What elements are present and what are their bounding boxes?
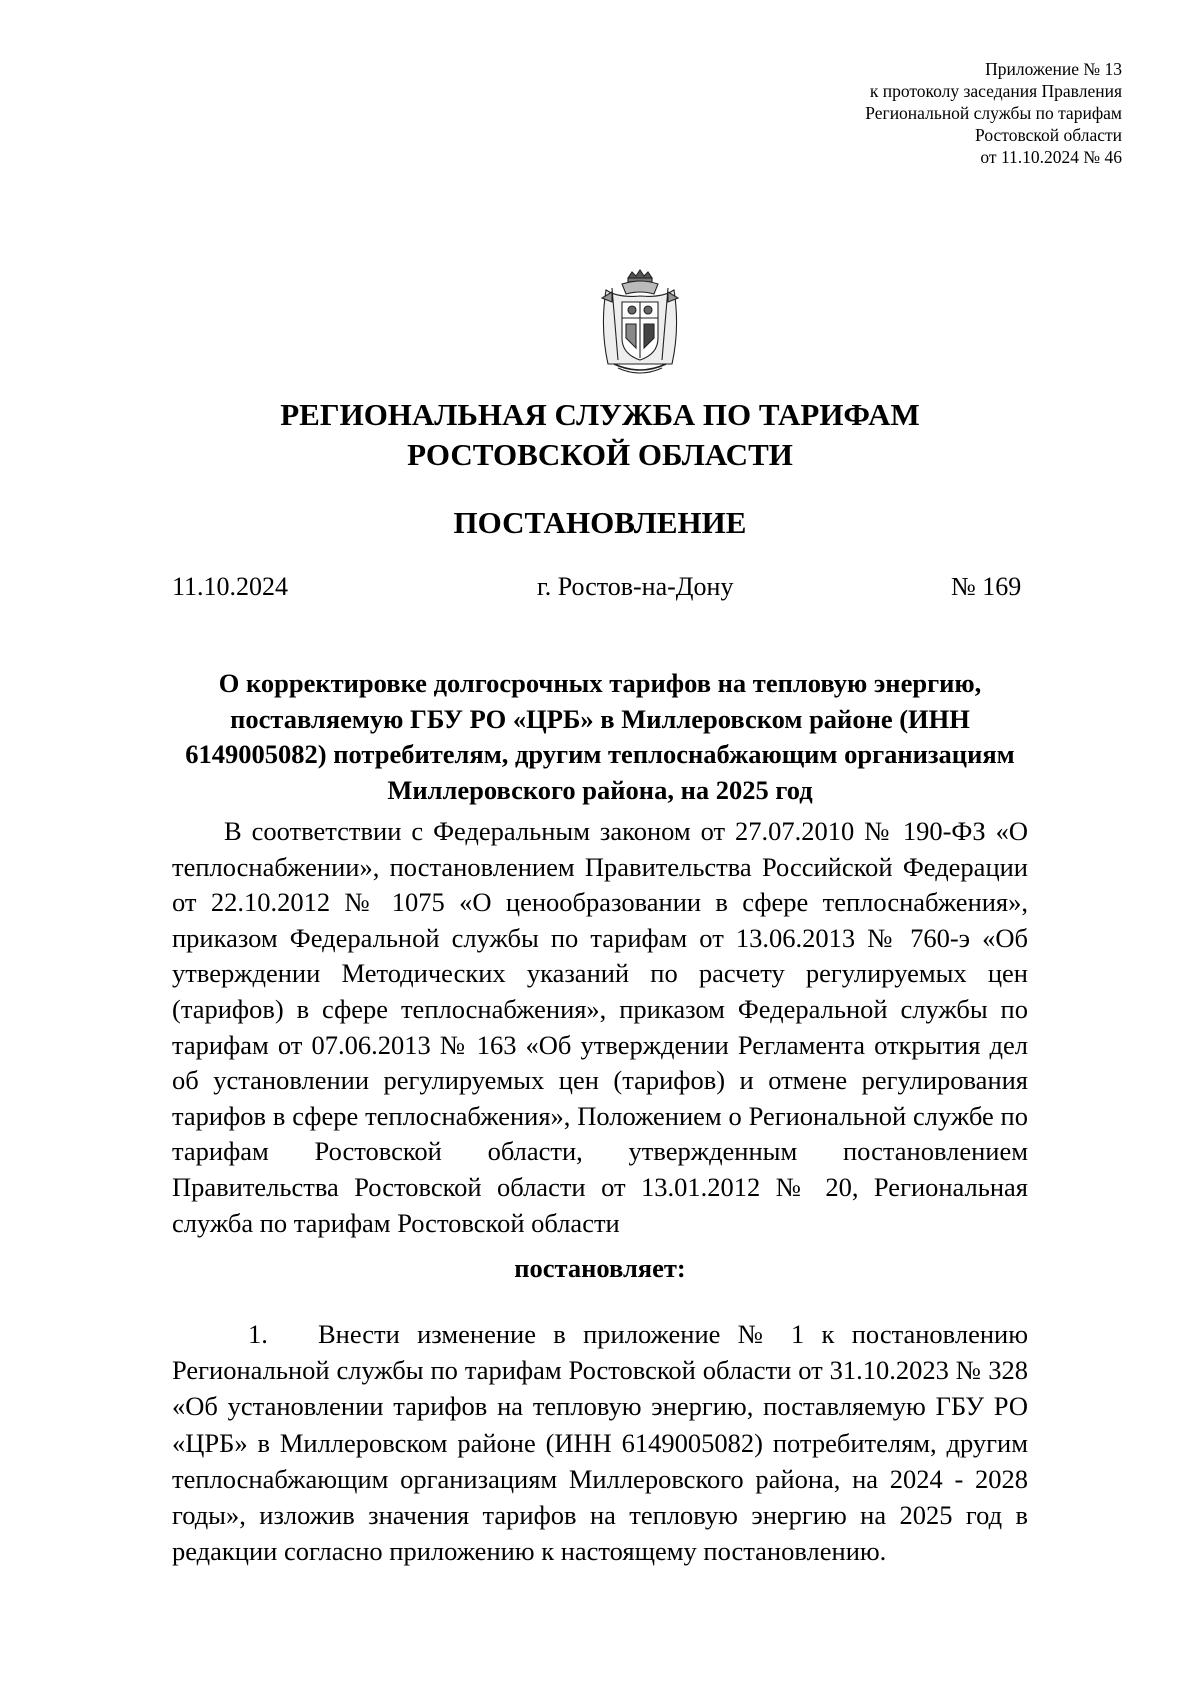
organization-line: РОСТОВСКОЙ ОБЛАСТИ	[407, 437, 793, 472]
document-meta-row	[172, 569, 1028, 605]
organization-line: РЕГИОНАЛЬНАЯ СЛУЖБА ПО ТАРИФАМ	[280, 397, 920, 432]
item-number: 1.	[248, 1319, 268, 1349]
subject-line: 6149005082) потребителям, другим теплоснабжающим организациям	[185, 739, 1015, 769]
document-date: 11.10.2024	[172, 572, 289, 601]
subject-line: Миллеровского района, на 2025 год	[387, 774, 813, 805]
subject-line: поставляемую ГБУ РО «ЦРБ» в Миллеровском районе (ИНН	[230, 703, 970, 734]
resolves-heading: постановляет:	[514, 1253, 686, 1283]
preamble-paragraph: В соответствии с Федеральным законом от 27.07.2010 № 190-ФЗ «О теплоснабжении», постановлением Правительства Российской Федерации от 22.10.2012 № 1075 «О ценообразовании в сфере теплоснабжения», приказом Федеральной службы по тарифам от 13.06.2013 № 760-э «Об утверждении Методических указаний по расчету регулируемых цен (тарифов) в сфере теплоснабжения», приказом Федеральной службы по тарифам от 07.06.2013 № 163 «Об утверждении Регламента открытия дел об установлении регулируемых цен (тарифов) и отмене регулирования тарифов в сфере теплоснабжения», Положением о Региональной службе по тарифам Ростовской области, утвержденным постановлением Правительства Ростовской области от 13.01.2012 № 20, Региональная служба по тарифам Ростовской области	[172, 816, 1028, 1238]
appendix-line: к протоколу заседания Правления	[869, 81, 1122, 101]
appendix-line: Приложение № 13	[985, 59, 1122, 79]
resolution-item	[172, 1316, 1028, 1569]
item-text: Внести изменение в приложение № 1 к постановлению Региональной службы по тарифам Ростовской области от 31.10.2023 № 328 «Об установлении тарифов на тепловую энергию, поставляемую ГБУ РО «ЦРБ» в Миллеровском районе (ИНН 6149005082) потребителям, другим теплоснабжающим организациям Миллеровского района, на 2024 - 2028 годы», изложив значения тарифов на тепловую энергию на 2025 год в редакции согласно приложению к настоящему постановлению.	[172, 1319, 1028, 1567]
subject-line: О корректировке долгосрочных тарифов на тепловую энергию,	[218, 668, 982, 698]
document-number: № 169	[951, 572, 1022, 601]
document-city: г. Ростов-на-Дону	[537, 572, 734, 601]
rostov-region-coat-of-arms-icon	[592, 268, 688, 378]
document-subject	[172, 666, 1028, 808]
appendix-note	[702, 58, 1122, 168]
appendix-line: Региональной службы по тарифам	[865, 103, 1122, 123]
appendix-line: от 11.10.2024 № 46	[980, 147, 1122, 167]
appendix-line: Ростовской области	[975, 125, 1122, 145]
organization-title	[0, 395, 1200, 475]
document-type: ПОСТАНОВЛЕНИЕ	[453, 505, 747, 540]
